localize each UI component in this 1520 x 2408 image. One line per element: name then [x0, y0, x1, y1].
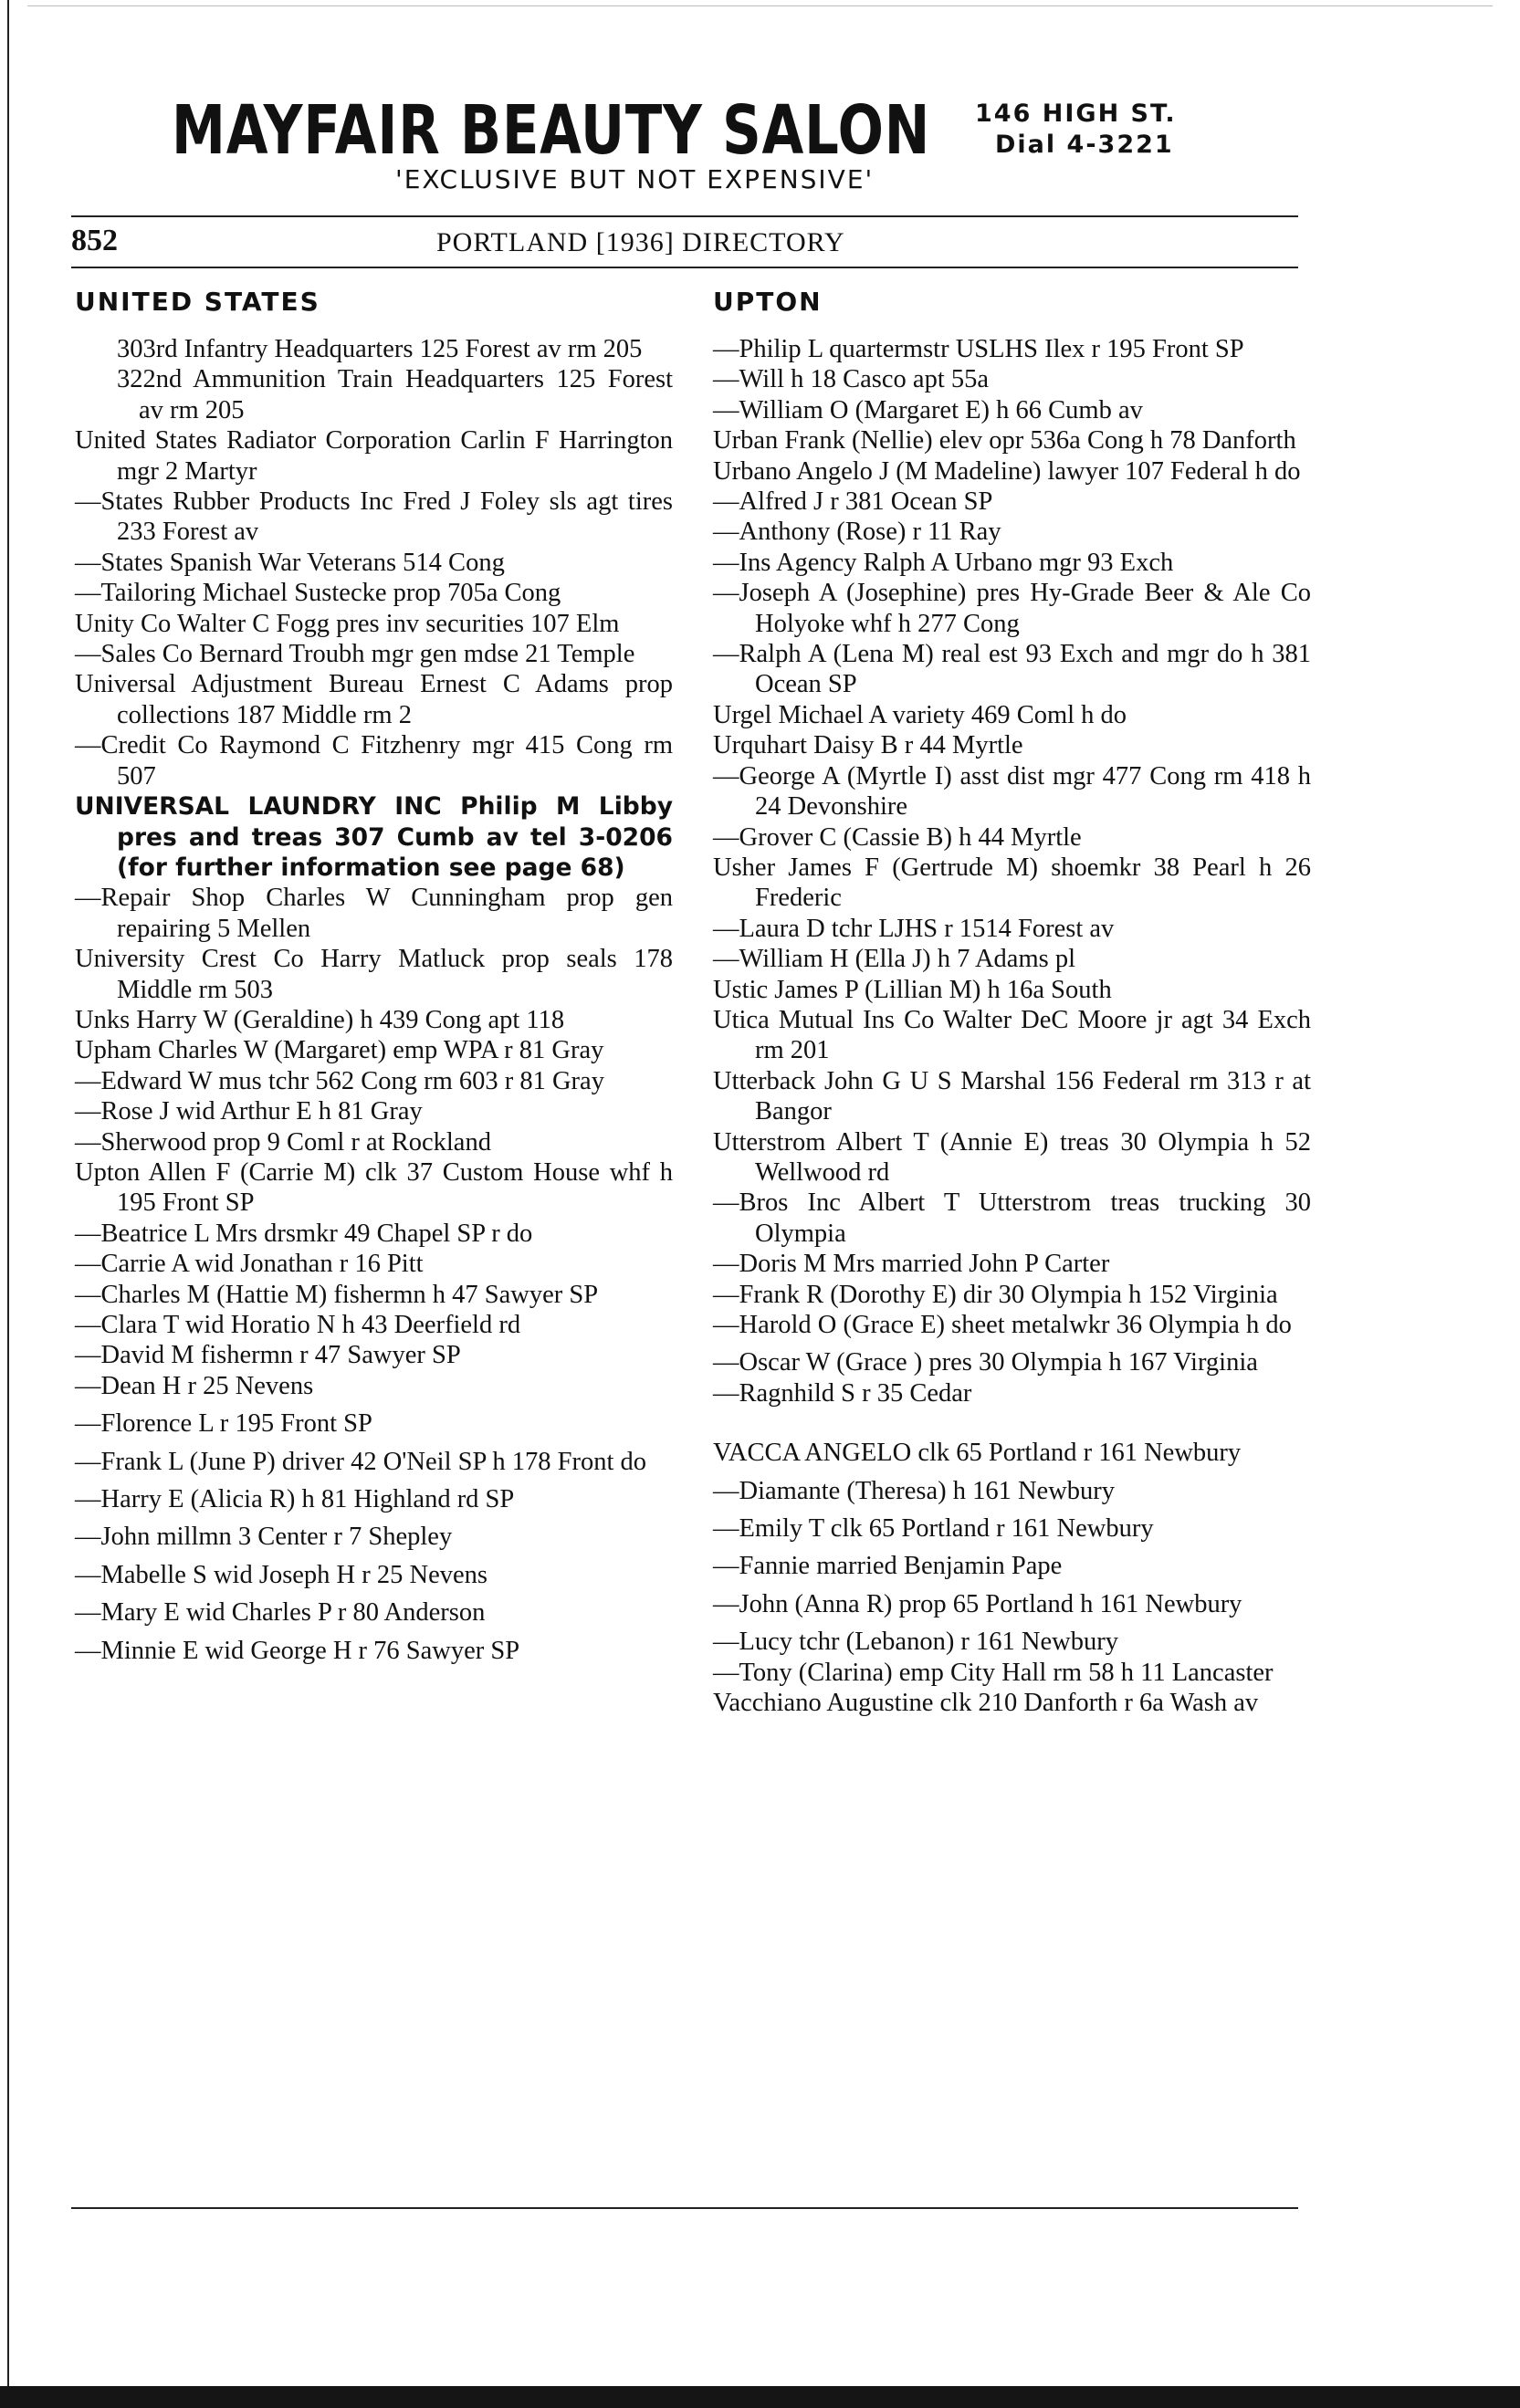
directory-entry: —Emily T clk 65 Portland r 161 Newbury	[713, 1514, 1154, 1544]
header-top-rule	[71, 215, 1298, 217]
directory-entry: —Frank R (Dorothy E) dir 30 Olympia h 152 Virginia	[713, 1280, 1278, 1309]
directory-entry: —Mabelle S wid Joseph H r 25 Nevens	[75, 1560, 487, 1589]
directory-entry: Utterback John G U S Marshal 156 Federal rm 313 r at Bangor	[713, 1066, 1311, 1126]
directory-entry: —Clara T wid Horatio N h 43 Deerfield rd	[75, 1311, 521, 1339]
directory-entry: —Doris M Mrs married John P Carter	[713, 1250, 1110, 1279]
directory-entry: —Edward W mus tchr 562 Cong rm 603 r 81 Gray	[75, 1066, 604, 1095]
directory-entry: —Lucy tchr (Lebanon) r 161 Newbury	[713, 1628, 1118, 1657]
directory-entry: Upton Allen F (Carrie M) clk 37 Custom House whf h 195 Front SP	[75, 1157, 673, 1218]
directory-entry: VACCA ANGELO clk 65 Portland r 161 Newbury	[713, 1439, 1242, 1468]
top-edge-rule	[27, 5, 1493, 6]
directory-entry: —Carrie A wid Jonathan r 16 Pitt	[75, 1250, 424, 1279]
directory-entry: —States Rubber Products Inc Fred J Foley sls agt tires 233 Forest av	[75, 487, 673, 547]
directory-entry: —Ins Agency Ralph A Urbano mgr 93 Exch	[713, 548, 1174, 577]
directory-entry: Utterstrom Albert T (Annie E) treas 30 Olympia h 52 Wellwood rd	[713, 1127, 1311, 1187]
advert-address: 146 HIGH ST.	[975, 99, 1177, 128]
directory-entry: —Sales Co Bernard Troubh mgr gen mdse 21 Temple	[75, 640, 635, 669]
advert-business-name: MAYFAIR BEAUTY SALON	[172, 91, 931, 170]
directory-entry: —Oscar W (Grace ) pres 30 Olympia h 167 Virginia	[713, 1348, 1258, 1377]
directory-entry: Upham Charles W (Margaret) emp WPA r 81 Gray	[75, 1036, 604, 1065]
advert-dial: Dial 4-3221	[995, 131, 1174, 159]
directory-entry: —Ragnhild S r 35 Cedar	[713, 1378, 972, 1408]
directory-entry: Urgel Michael A variety 469 Coml h do	[713, 700, 1127, 729]
directory-entry: —Diamante (Theresa) h 161 Newbury	[713, 1476, 1116, 1505]
directory-entry: —Harry E (Alicia R) h 81 Highland rd SP	[75, 1485, 515, 1514]
directory-entry: —Sherwood prop 9 Coml r at Rockland	[75, 1127, 491, 1157]
directory-entry: Urbano Angelo J (M Madeline) lawyer 107 Federal h do	[713, 456, 1301, 486]
directory-entry: —Laura D tchr LJHS r 1514 Forest av	[713, 914, 1115, 943]
advertisement-banner	[71, 91, 1298, 201]
directory-entry: —Alfred J r 381 Ocean SP	[713, 487, 993, 517]
directory-entry: —Minnie E wid George H r 76 Sawyer SP	[75, 1636, 520, 1665]
left-column	[75, 287, 673, 1666]
directory-entry: UNIVERSAL LAUNDRY INC Philip M Libby pres and treas 307 Cumb av tel 3-0206 (for further information see page 68)	[75, 792, 673, 882]
directory-entry: Vacchiano Augustine clk 210 Danforth r 6a Wash av	[713, 1689, 1259, 1718]
directory-entry: Utica Mutual Ins Co Walter DeC Moore jr agt 34 Exch rm 201	[713, 1005, 1311, 1065]
directory-entry: —Bros Inc Albert T Utterstrom treas trucking 30 Olympia	[713, 1188, 1311, 1248]
footer-rule	[71, 2207, 1298, 2209]
directory-entry: —Charles M (Hattie M) fishermn h 47 Sawyer SP	[75, 1280, 599, 1309]
advert-address-block	[975, 99, 1177, 161]
scan-bottom-edge	[0, 2386, 1520, 2408]
directory-entry: Unks Harry W (Geraldine) h 439 Cong apt 118	[75, 1005, 565, 1034]
advert-tagline: 'EXCLUSIVE BUT NOT EXPENSIVE'	[395, 164, 875, 194]
directory-entry: 303rd Infantry Headquarters 125 Forest av rm 205	[117, 335, 643, 363]
directory-entry: —Anthony (Rose) r 11 Ray	[713, 518, 1001, 547]
directory-entry: —Tony (Clarina) emp City Hall rm 58 h 11 Lancaster	[713, 1658, 1274, 1687]
directory-entry: —States Spanish War Veterans 514 Cong	[75, 548, 505, 577]
right-entry-list	[713, 334, 1311, 1718]
left-column-heading: UNITED STATES	[75, 287, 320, 317]
directory-entry: Universal Adjustment Bureau Ernest C Adams prop collections 187 Middle rm 2	[75, 670, 673, 729]
directory-entry: —David M fishermn r 47 Sawyer SP	[75, 1341, 461, 1370]
directory-entry: —Will h 18 Casco apt 55a	[713, 365, 990, 394]
directory-entry: —Beatrice L Mrs drsmkr 49 Chapel SP r do	[75, 1219, 533, 1248]
directory-entry: Ustic James P (Lillian M) h 16a South	[713, 975, 1112, 1004]
directory-entry: —Fannie married Benjamin Pape	[713, 1552, 1063, 1581]
directory-entry: Urban Frank (Nellie) elev opr 536a Cong h 78 Danforth	[713, 426, 1296, 455]
directory-entry: —Grover C (Cassie B) h 44 Myrtle	[713, 822, 1082, 852]
right-column-heading: UPTON	[713, 287, 823, 317]
directory-entry: —John millmn 3 Center r 7 Shepley	[75, 1523, 453, 1552]
directory-entry: —Dean H r 25 Nevens	[75, 1371, 314, 1400]
directory-entry: —George A (Myrtle I) asst dist mgr 477 Cong rm 418 h 24 Devonshire	[713, 761, 1311, 822]
directory-entry: Urquhart Daisy B r 44 Myrtle	[713, 731, 1023, 760]
page-number: 852	[71, 224, 118, 257]
directory-entry: —Ralph A (Lena M) real est 93 Exch and mgr do h 381 Ocean SP	[713, 640, 1311, 699]
directory-entry: 322nd Ammunition Train Headquarters 125 Forest av rm 205	[117, 365, 673, 424]
header-bottom-rule	[71, 267, 1298, 268]
directory-entry: —John (Anna R) prop 65 Portland h 161 Newbury	[713, 1589, 1242, 1618]
directory-entry: —Florence L r 195 Front SP	[75, 1409, 372, 1439]
directory-entry: Usher James F (Gertrude M) shoemkr 38 Pearl h 26 Frederic	[713, 853, 1311, 913]
directory-entry: —Harold O (Grace E) sheet metalwkr 36 Olympia h do	[713, 1311, 1292, 1339]
directory-title: PORTLAND [1936] DIRECTORY	[436, 227, 845, 257]
directory-entry: —Philip L quartermstr USLHS Ilex r 195 Front SP	[713, 335, 1244, 363]
directory-entry: —Mary E wid Charles P r 80 Anderson	[75, 1598, 486, 1628]
directory-entry: —Joseph A (Josephine) pres Hy-Grade Beer & Ale Co Holyoke whf h 277 Cong	[713, 579, 1311, 638]
directory-entry: —Frank L (June P) driver 42 O'Neil SP h 178 Front do	[75, 1447, 647, 1476]
directory-entry: —Tailoring Michael Sustecke prop 705a Cong	[75, 579, 561, 608]
right-column	[713, 287, 1311, 1718]
directory-entry: —Repair Shop Charles W Cunningham prop gen repairing 5 Mellen	[75, 884, 673, 943]
directory-entry: —William O (Margaret E) h 66 Cumb av	[713, 395, 1143, 424]
directory-entry: University Crest Co Harry Matluck prop seals 178 Middle rm 503	[75, 945, 673, 1004]
directory-entry: Unity Co Walter C Fogg pres inv securities 107 Elm	[75, 609, 620, 638]
left-entry-list	[75, 334, 673, 1666]
directory-entry: United States Radiator Corporation Carlin F Harrington mgr 2 Martyr	[75, 426, 673, 486]
directory-entry: —Rose J wid Arthur E h 81 Gray	[75, 1097, 423, 1126]
directory-entry: —William H (Ella J) h 7 Adams pl	[713, 945, 1076, 974]
directory-entry: —Credit Co Raymond C Fitzhenry mgr 415 Cong rm 507	[75, 731, 673, 790]
running-head	[71, 224, 1298, 266]
